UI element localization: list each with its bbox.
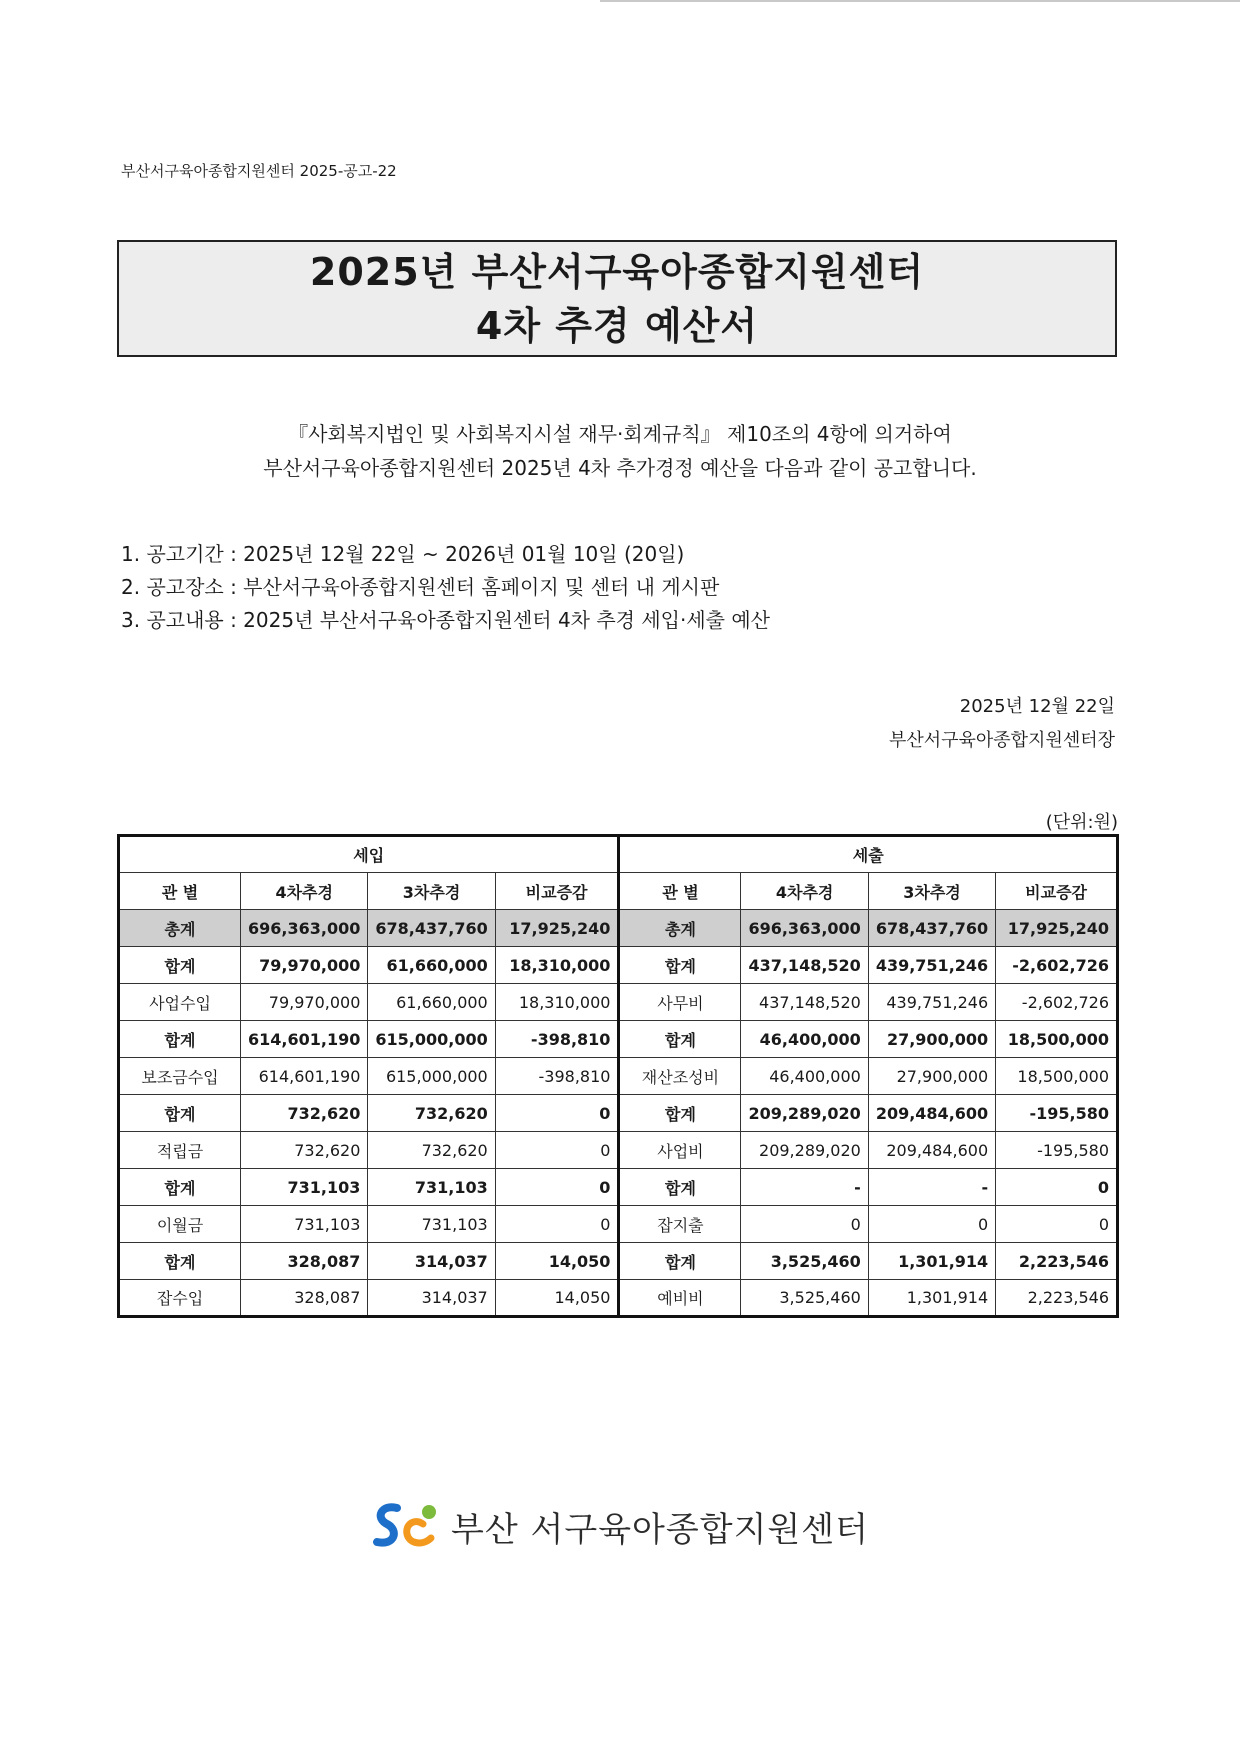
revenue-third-amount-cell: 678,437,760 [368, 910, 495, 947]
expense-category-cell: 총계 [619, 910, 741, 947]
budget-row [119, 947, 1118, 984]
revenue-third-amount-cell: 314,037 [368, 1243, 495, 1280]
expense-difference-cell: -195,580 [996, 1132, 1118, 1169]
notice-item-place: 2. 공고장소 : 부산서구육아종합지원센터 홈페이지 및 센터 내 게시판 [121, 575, 720, 599]
expense-category-cell: 사업비 [619, 1132, 741, 1169]
revenue-col-diff: 비교증감 [495, 873, 619, 910]
revenue-fourth-amount-cell: 328,087 [241, 1280, 368, 1317]
expense-fourth-amount-cell: 0 [741, 1206, 868, 1243]
revenue-col-3rd: 3차추경 [368, 873, 495, 910]
expense-third-amount-cell: 0 [868, 1206, 995, 1243]
revenue-third-amount-cell: 732,620 [368, 1132, 495, 1169]
expense-section-header: 세출 [619, 836, 1118, 873]
signature-block [889, 690, 1115, 758]
title-box [117, 240, 1117, 357]
expense-difference-cell: 18,500,000 [996, 1021, 1118, 1058]
revenue-fourth-amount-cell: 614,601,190 [241, 1021, 368, 1058]
revenue-col-category: 관 별 [119, 873, 241, 910]
expense-third-amount-cell: 439,751,246 [868, 947, 995, 984]
expense-category-cell: 합계 [619, 1169, 741, 1206]
expense-third-amount-cell: 1,301,914 [868, 1243, 995, 1280]
expense-difference-cell: 18,500,000 [996, 1058, 1118, 1095]
revenue-difference-cell: 0 [495, 1206, 619, 1243]
revenue-category-cell: 보조금수입 [119, 1058, 241, 1095]
intro-paragraph [0, 417, 1240, 485]
expense-category-cell: 합계 [619, 947, 741, 984]
revenue-fourth-amount-cell: 732,620 [241, 1095, 368, 1132]
expense-third-amount-cell: 439,751,246 [868, 984, 995, 1021]
revenue-category-cell: 합계 [119, 1243, 241, 1280]
revenue-third-amount-cell: 61,660,000 [368, 984, 495, 1021]
expense-difference-cell: 0 [996, 1169, 1118, 1206]
budget-row [119, 984, 1118, 1021]
budget-row [119, 1132, 1118, 1169]
revenue-fourth-amount-cell: 79,970,000 [241, 947, 368, 984]
title-line-1: 2025년 부산서구육아종합지원센터 [309, 249, 925, 294]
expense-fourth-amount-cell: 437,148,520 [741, 947, 868, 984]
revenue-fourth-amount-cell: 696,363,000 [241, 910, 368, 947]
expense-third-amount-cell: 27,900,000 [868, 1058, 995, 1095]
revenue-category-cell: 합계 [119, 947, 241, 984]
expense-difference-cell: 2,223,546 [996, 1243, 1118, 1280]
budget-row [119, 1058, 1118, 1095]
revenue-category-cell: 합계 [119, 1021, 241, 1058]
expense-difference-cell: -2,602,726 [996, 947, 1118, 984]
revenue-fourth-amount-cell: 614,601,190 [241, 1058, 368, 1095]
intro-line-1: 『사회복지법인 및 사회복지시설 재무·회계규칙』 제10조의 4항에 의거하여 [288, 422, 952, 446]
expense-fourth-amount-cell: 3,525,460 [741, 1280, 868, 1317]
expense-category-cell: 합계 [619, 1243, 741, 1280]
revenue-category-cell: 잡수입 [119, 1280, 241, 1317]
expense-fourth-amount-cell: 46,400,000 [741, 1058, 868, 1095]
budget-row [119, 1095, 1118, 1132]
revenue-section-header: 세입 [119, 836, 619, 873]
expense-fourth-amount-cell: 209,289,020 [741, 1132, 868, 1169]
revenue-third-amount-cell: 615,000,000 [368, 1058, 495, 1095]
expense-fourth-amount-cell: 696,363,000 [741, 910, 868, 947]
revenue-difference-cell: -398,810 [495, 1058, 619, 1095]
revenue-fourth-amount-cell: 328,087 [241, 1243, 368, 1280]
revenue-difference-cell: 17,925,240 [495, 910, 619, 947]
expense-category-cell: 예비비 [619, 1280, 741, 1317]
revenue-category-cell: 이월금 [119, 1206, 241, 1243]
revenue-fourth-amount-cell: 731,103 [241, 1169, 368, 1206]
revenue-category-cell: 합계 [119, 1095, 241, 1132]
revenue-fourth-amount-cell: 731,103 [241, 1206, 368, 1243]
expense-difference-cell: -2,602,726 [996, 984, 1118, 1021]
scan-edge-line [600, 0, 1240, 2]
revenue-difference-cell: -398,810 [495, 1021, 619, 1058]
expense-fourth-amount-cell: - [741, 1169, 868, 1206]
budget-row [119, 910, 1118, 947]
expense-third-amount-cell: 209,484,600 [868, 1132, 995, 1169]
revenue-col-4th: 4차추경 [241, 873, 368, 910]
center-logo-icon [371, 1498, 443, 1554]
revenue-fourth-amount-cell: 732,620 [241, 1132, 368, 1169]
expense-fourth-amount-cell: 46,400,000 [741, 1021, 868, 1058]
notice-item-period: 1. 공고기간 : 2025년 12월 22일 ~ 2026년 01월 10일 (20일) [121, 542, 685, 566]
revenue-category-cell: 적립금 [119, 1132, 241, 1169]
revenue-third-amount-cell: 314,037 [368, 1280, 495, 1317]
revenue-difference-cell: 14,050 [495, 1280, 619, 1317]
revenue-difference-cell: 0 [495, 1169, 619, 1206]
expense-third-amount-cell: 27,900,000 [868, 1021, 995, 1058]
expense-col-category: 관 별 [619, 873, 741, 910]
expense-category-cell: 합계 [619, 1095, 741, 1132]
budget-table [117, 834, 1119, 1318]
expense-third-amount-cell: 209,484,600 [868, 1095, 995, 1132]
expense-difference-cell: 2,223,546 [996, 1280, 1118, 1317]
expense-third-amount-cell: 678,437,760 [868, 910, 995, 947]
issue-date: 2025년 12월 22일 [959, 696, 1115, 717]
notice-items [121, 538, 770, 637]
budget-row [119, 1021, 1118, 1058]
revenue-category-cell: 사업수입 [119, 984, 241, 1021]
expense-col-3rd: 3차추경 [868, 873, 995, 910]
revenue-difference-cell: 0 [495, 1095, 619, 1132]
expense-col-4th: 4차추경 [741, 873, 868, 910]
revenue-category-cell: 총계 [119, 910, 241, 947]
revenue-third-amount-cell: 615,000,000 [368, 1021, 495, 1058]
budget-row [119, 1280, 1118, 1317]
revenue-difference-cell: 18,310,000 [495, 984, 619, 1021]
revenue-third-amount-cell: 61,660,000 [368, 947, 495, 984]
expense-difference-cell: 17,925,240 [996, 910, 1118, 947]
revenue-difference-cell: 18,310,000 [495, 947, 619, 984]
revenue-fourth-amount-cell: 79,970,000 [241, 984, 368, 1021]
revenue-third-amount-cell: 732,620 [368, 1095, 495, 1132]
revenue-difference-cell: 14,050 [495, 1243, 619, 1280]
expense-third-amount-cell: - [868, 1169, 995, 1206]
footer-logo [0, 1498, 1240, 1554]
budget-row [119, 1206, 1118, 1243]
title-line-2: 4차 추경 예산서 [475, 303, 759, 348]
expense-fourth-amount-cell: 437,148,520 [741, 984, 868, 1021]
budget-row [119, 1243, 1118, 1280]
expense-third-amount-cell: 1,301,914 [868, 1280, 995, 1317]
expense-difference-cell: -195,580 [996, 1095, 1118, 1132]
organization-name: 부산 서구육아종합지원센터 [451, 1509, 869, 1550]
unit-label: (단위:원) [1045, 812, 1118, 833]
budget-row [119, 1169, 1118, 1206]
expense-fourth-amount-cell: 3,525,460 [741, 1243, 868, 1280]
document-number: 부산서구육아종합지원센터 2025-공고-22 [121, 162, 397, 180]
expense-fourth-amount-cell: 209,289,020 [741, 1095, 868, 1132]
intro-line-2: 부산서구육아종합지원센터 2025년 4차 추가경정 예산을 다음과 같이 공고합니다. [263, 456, 977, 480]
expense-col-diff: 비교증감 [996, 873, 1118, 910]
expense-category-cell: 재산조성비 [619, 1058, 741, 1095]
expense-category-cell: 합계 [619, 1021, 741, 1058]
revenue-difference-cell: 0 [495, 1132, 619, 1169]
issuer-name: 부산서구육아종합지원센터장 [888, 730, 1115, 751]
revenue-third-amount-cell: 731,103 [368, 1206, 495, 1243]
expense-category-cell: 사무비 [619, 984, 741, 1021]
expense-difference-cell: 0 [996, 1206, 1118, 1243]
notice-item-content: 3. 공고내용 : 2025년 부산서구육아종합지원센터 4차 추경 세입·세출 예산 [121, 608, 770, 632]
column-header-row [119, 873, 1118, 910]
revenue-category-cell: 합계 [119, 1169, 241, 1206]
budget-table-body [119, 910, 1118, 1317]
expense-category-cell: 잡지출 [619, 1206, 741, 1243]
revenue-third-amount-cell: 731,103 [368, 1169, 495, 1206]
